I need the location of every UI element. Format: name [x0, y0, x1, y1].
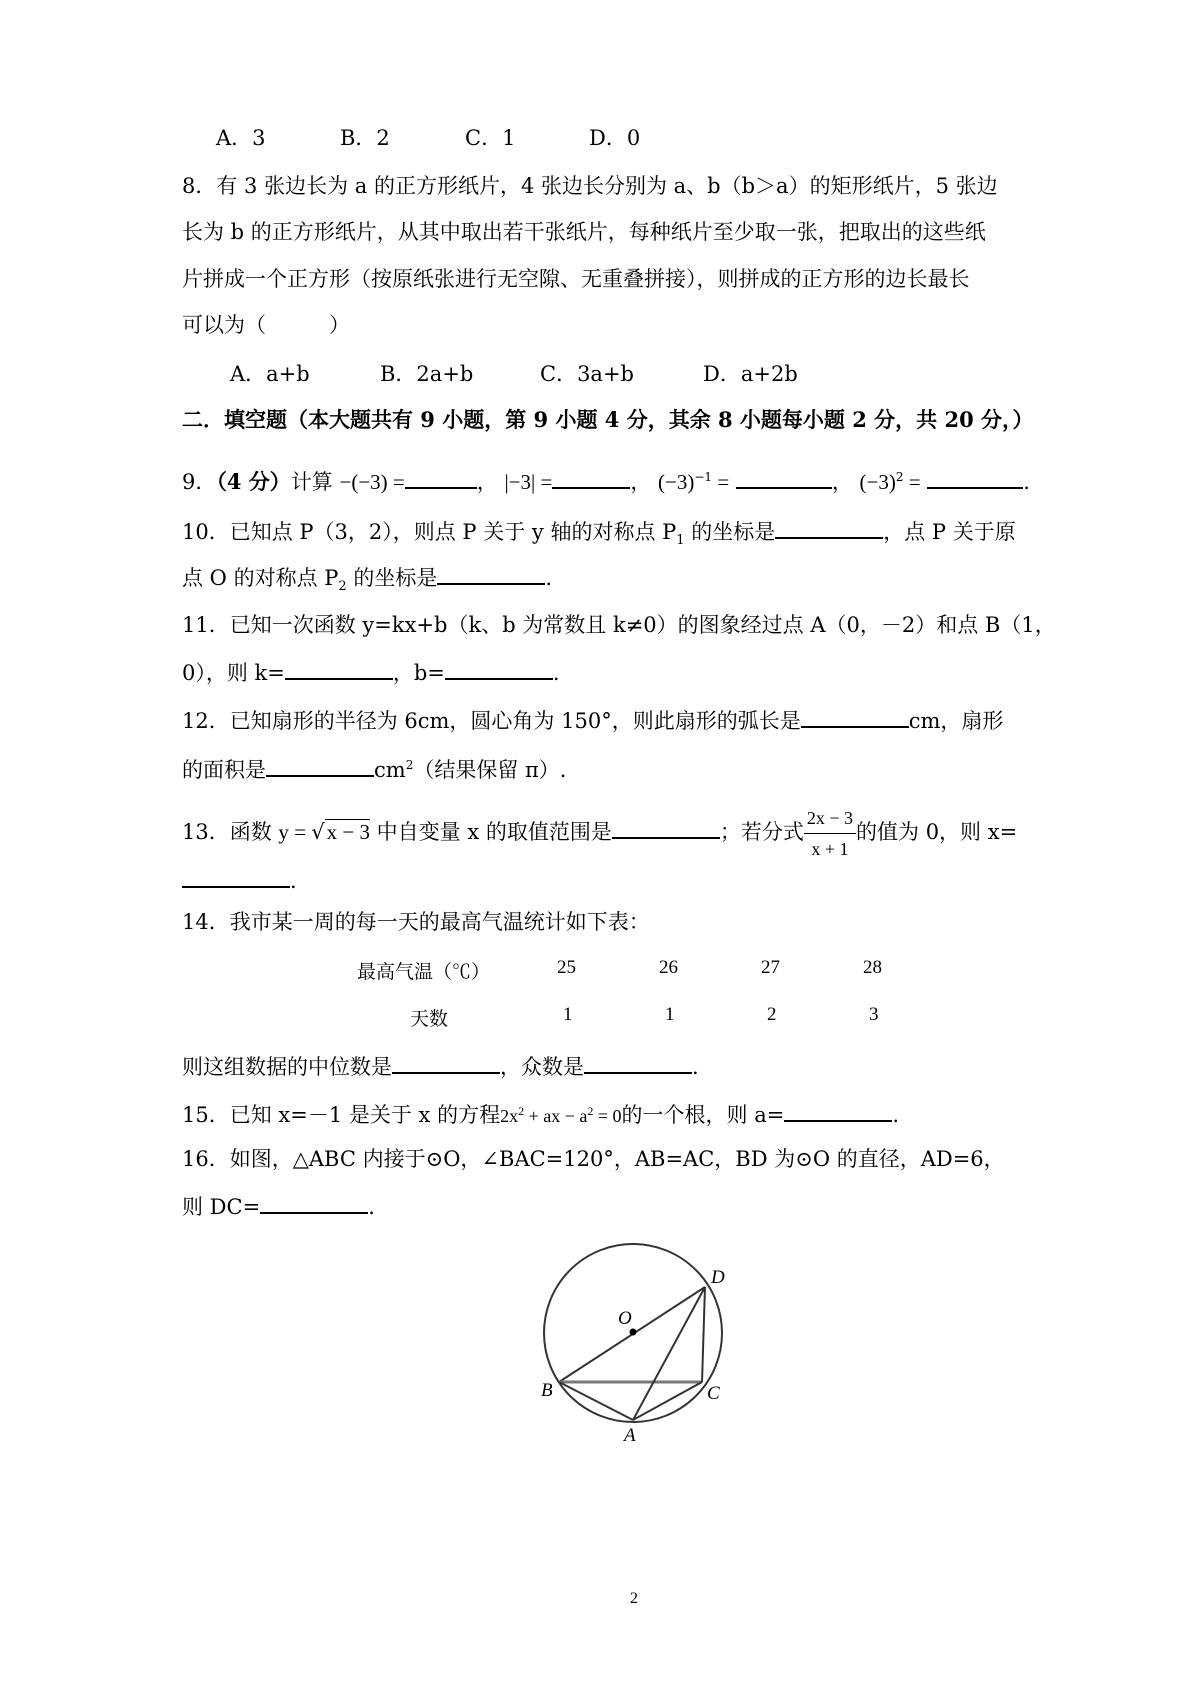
- q8-line-1: 8．有 3 张边长为 a 的正方形纸片，4 张边长分别为 a、b（b＞a）的矩形纸片，5 张边: [182, 174, 998, 198]
- eq-part: = 0: [593, 1106, 622, 1126]
- q13-text: 中自变量 x 的取值范围是: [369, 820, 612, 844]
- table-row-label: 天数: [410, 1009, 449, 1030]
- question-14: 14．我市某一周的每一天的最高气温统计如下表：: [182, 910, 650, 934]
- superscript: 2: [587, 1104, 594, 1118]
- q14-text: ，众数是: [500, 1055, 584, 1079]
- q7-option-a: A．3: [216, 126, 266, 150]
- question-16-line-1: 16．如图，△ABC 内接于⊙O，∠BAC=120°，AB=AC，BD 为⊙O 的直径，AD=6，: [182, 1147, 1005, 1171]
- table-header-label: 最高气温（℃）: [357, 962, 491, 983]
- label-o: O: [618, 1308, 632, 1329]
- segment-cd: [702, 1287, 705, 1382]
- q9-expr-1: −(−3) =: [339, 470, 405, 494]
- q12-text: （结果保留 π）.: [413, 758, 567, 782]
- q15-text: 15．已知 x=－1 是关于 x 的方程: [182, 1103, 501, 1127]
- q12-text: cm，扇形: [908, 709, 1004, 733]
- q8-option-b: B．2a+b: [380, 362, 474, 386]
- label-a: A: [624, 1425, 636, 1446]
- q13-y: y =: [278, 820, 312, 844]
- table-cell: 1: [563, 1004, 573, 1025]
- period: .: [545, 566, 553, 590]
- q16-text: 则 DC=: [182, 1195, 261, 1219]
- q10-text: 的坐标是: [346, 566, 438, 590]
- q13-text: ；若分式: [719, 820, 804, 844]
- q9-expr-4: (−3): [859, 470, 896, 494]
- q8-line-4: 可以为（ ）: [182, 313, 350, 337]
- table-cell: 3: [869, 1004, 879, 1025]
- period: .: [892, 1103, 899, 1127]
- table-cell: 25: [557, 957, 576, 978]
- table-cell: 28: [863, 957, 882, 978]
- q10-text: ，点 P 关于原: [883, 520, 1016, 544]
- q8-option-d: D．a+2b: [703, 362, 798, 386]
- q10-text: 10．已知点 P（3，2），则点 P 关于 y 轴的对称点 P: [182, 520, 677, 544]
- subscript: 1: [676, 533, 685, 549]
- table-cell: 27: [761, 957, 780, 978]
- period: .: [692, 1055, 699, 1079]
- period: .: [1023, 470, 1030, 494]
- q10-text: 的坐标是: [684, 520, 776, 544]
- equals: =: [903, 470, 921, 494]
- q7-option-c: C．1: [465, 126, 516, 150]
- superscript: 2: [518, 1104, 525, 1118]
- q14-text: 则这组数据的中位数是: [182, 1055, 392, 1079]
- q9-score: （4 分）: [216, 469, 291, 494]
- denominator: x + 1: [811, 839, 849, 859]
- label-b: B: [541, 1380, 553, 1401]
- q12-text: 12．已知扇形的半径为 6cm，圆心角为 150°，则此扇形的弧长是: [182, 709, 801, 733]
- subscript: 2: [338, 579, 347, 595]
- period: .: [552, 661, 560, 685]
- comma: ，: [476, 470, 498, 494]
- page-number: 2: [630, 1590, 638, 1607]
- q9-expr-3: (−3): [658, 470, 695, 494]
- question-13-line-1: 13．函数 y = √x − 3 中自变量 x 的取值范围是 ；若分式 $\frac{2x - 3}{x + 1}$ 的值为 0，则 x=: [182, 803, 1017, 864]
- q13-text: 13．函数: [182, 820, 279, 844]
- q13-radicand: x − 3: [326, 820, 370, 844]
- q11-text: ，b=: [392, 661, 445, 685]
- label-d: D: [711, 1267, 725, 1288]
- eq-part: + ax − a: [524, 1106, 588, 1126]
- q8-line-3: 片拼成一个正方形（按原纸张进行无空隙、无重叠拼接），则拼成的正方形的边长最长: [182, 267, 970, 291]
- table-cell: 26: [659, 957, 678, 978]
- table-cell: 1: [665, 1004, 675, 1025]
- period: .: [368, 1195, 375, 1219]
- q8-option-c: C．3a+b: [540, 362, 634, 386]
- q9-exp-4: 2: [895, 470, 904, 484]
- q12-text: cm: [374, 758, 406, 782]
- comma: ，: [630, 470, 652, 494]
- q12-text: 的面积是: [182, 758, 266, 782]
- numerator: 2x − 3: [804, 803, 856, 834]
- q7-option-b: B．2: [340, 126, 390, 150]
- label-c: C: [707, 1383, 720, 1404]
- section-2-heading: 二．填空题（本大题共有 9 小题，第 9 小题 4 分，其余 8 小题每小题 2 分，共 20 分，）: [182, 407, 1034, 432]
- q9-expr-2: |−3| =: [504, 470, 553, 494]
- center-point: [630, 1329, 637, 1336]
- comma: ，: [831, 470, 853, 494]
- q8-line-2: 长为 b 的正方形纸片，从其中取出若干张纸片，每种纸片至少取一张，把取出的这些纸: [182, 220, 986, 244]
- q11-text: 0），则 k=: [182, 661, 285, 685]
- q9-text: 计算: [290, 470, 333, 494]
- q13-text: 的值为 0，则 x=: [856, 820, 1018, 844]
- q7-option-d: D．0: [589, 126, 641, 150]
- q9-num: 9．: [182, 470, 217, 494]
- equals: =: [712, 470, 730, 494]
- question-11-line-1: 11．已知一次函数 y=kx+b（k、b 为常数且 k≠0）的图象经过点 A（0，－2）和点 B（1，: [182, 613, 1056, 637]
- q15-text: 的一个根，则 a=: [621, 1103, 785, 1127]
- eq-part: 2x: [500, 1106, 519, 1126]
- period: .: [290, 869, 297, 893]
- table-cell: 2: [767, 1004, 777, 1025]
- superscript: 2: [405, 758, 414, 772]
- q10-text: 点 O 的对称点 P: [182, 566, 339, 590]
- q8-option-a: A．a+b: [230, 362, 310, 386]
- q9-exp-3: −1: [694, 470, 713, 484]
